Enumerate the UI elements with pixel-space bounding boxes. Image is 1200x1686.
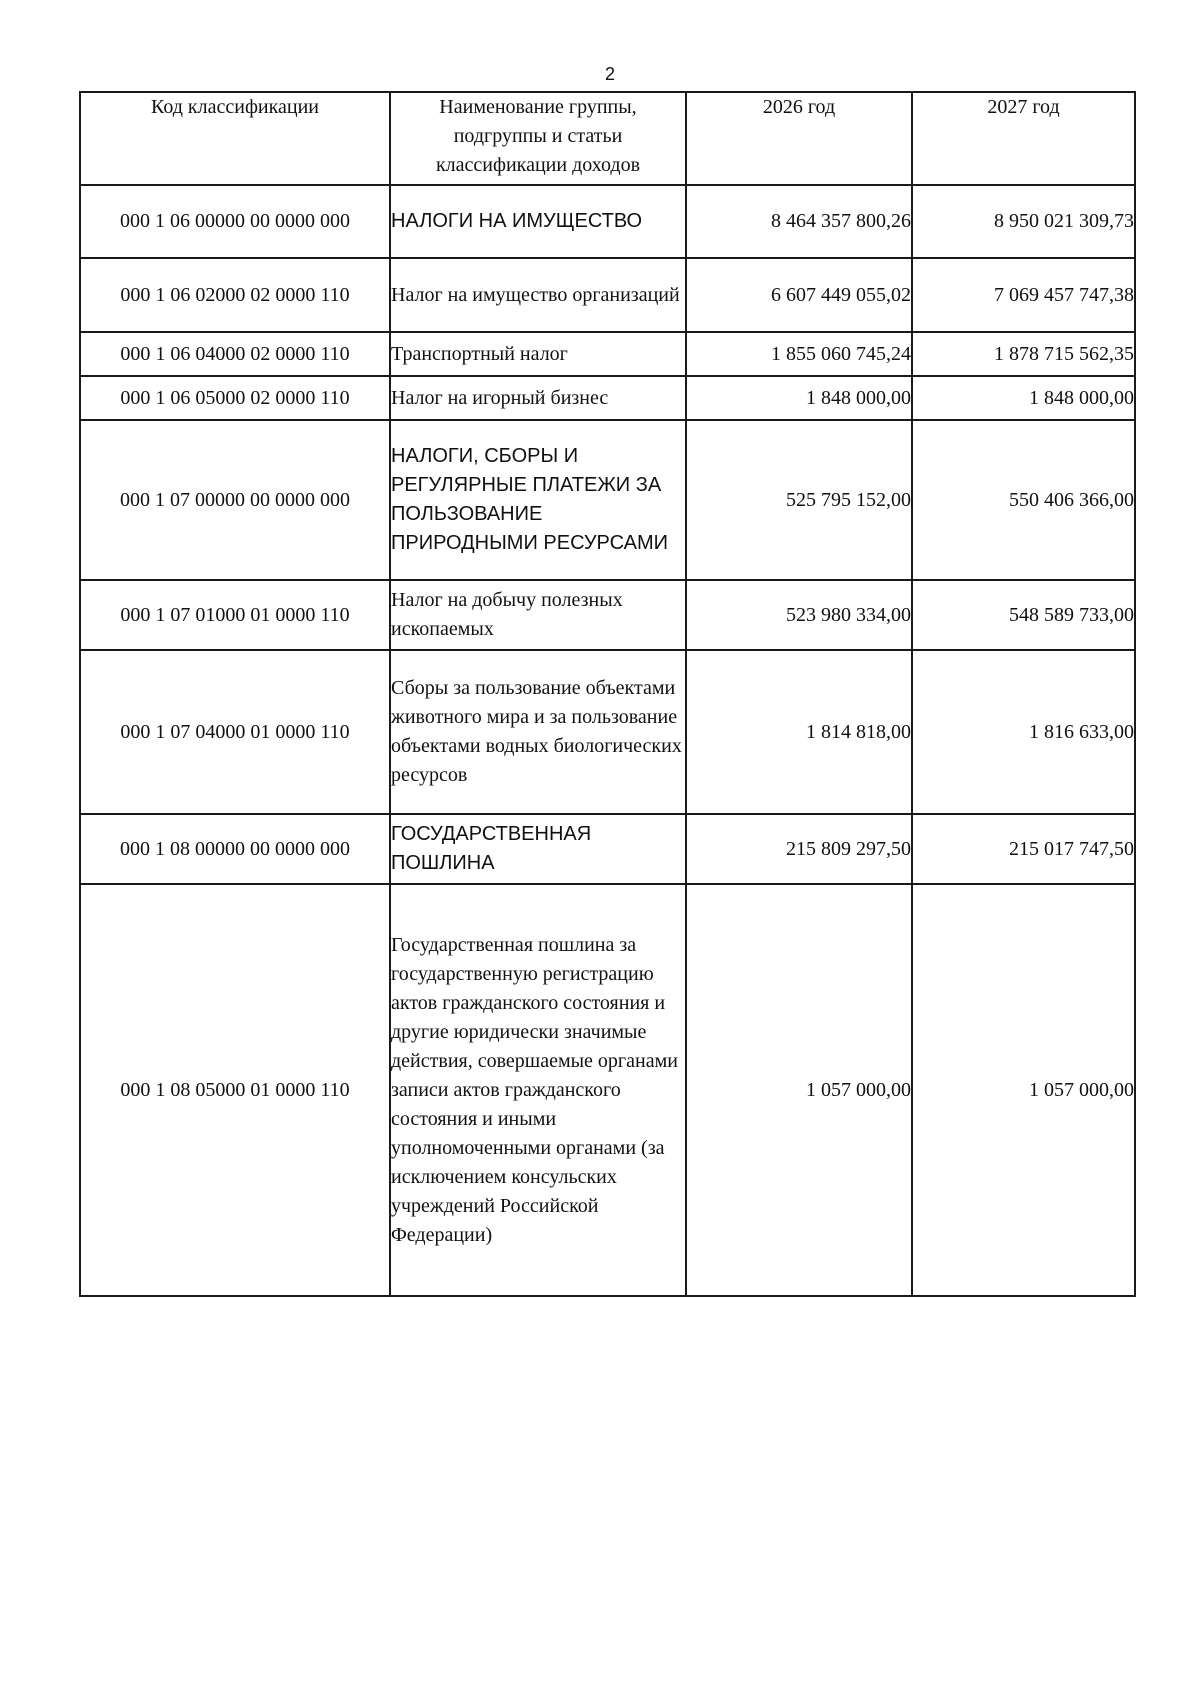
- row-value-2026: 1 057 000,00: [686, 884, 912, 1296]
- row-value-2026: 1 814 818,00: [686, 650, 912, 814]
- table-row: [80, 376, 1135, 420]
- header-code: Код классификации: [80, 92, 390, 185]
- table-row: [80, 420, 1135, 580]
- table-row: [80, 332, 1135, 376]
- header-year-2027: 2027 год: [912, 92, 1135, 185]
- row-name: Налог на добычу полезных ископаемых: [390, 580, 686, 650]
- row-name: НАЛОГИ НА ИМУЩЕСТВО: [390, 185, 686, 258]
- row-value-2026: 1 848 000,00: [686, 376, 912, 420]
- row-code: 000 1 06 02000 02 0000 110: [80, 258, 390, 332]
- row-value-2026: 6 607 449 055,02: [686, 258, 912, 332]
- row-code: 000 1 08 00000 00 0000 000: [80, 814, 390, 884]
- table-row: [80, 814, 1135, 884]
- row-value-2027: 1 816 633,00: [912, 650, 1135, 814]
- row-value-2026: 1 855 060 745,24: [686, 332, 912, 376]
- row-value-2027: 7 069 457 747,38: [912, 258, 1135, 332]
- row-value-2026: 525 795 152,00: [686, 420, 912, 580]
- table-row: [80, 185, 1135, 258]
- row-value-2027: 1 057 000,00: [912, 884, 1135, 1296]
- row-value-2027: 550 406 366,00: [912, 420, 1135, 580]
- row-name: Сборы за пользование объектами животного мира и за пользование объектами водных биологических ресурсов: [390, 650, 686, 814]
- row-name: Государственная пошлина за государственную регистрацию актов гражданского состояния и другие юридически значимые действия, совершаемые органами записи актов гражданского состояния и иными уполномоченными органами (за исключением консульских учреждений Российской Федерации): [390, 884, 686, 1296]
- row-name: Налог на игорный бизнес: [390, 376, 686, 420]
- row-code: 000 1 08 05000 01 0000 110: [80, 884, 390, 1296]
- row-value-2027: 1 878 715 562,35: [912, 332, 1135, 376]
- row-name: Налог на имущество организаций: [390, 258, 686, 332]
- row-value-2027: 548 589 733,00: [912, 580, 1135, 650]
- row-name: ГОСУДАРСТВЕННАЯ ПОШЛИНА: [390, 814, 686, 884]
- row-code: 000 1 07 04000 01 0000 110: [80, 650, 390, 814]
- row-value-2027: 8 950 021 309,73: [912, 185, 1135, 258]
- header-year-2026: 2026 год: [686, 92, 912, 185]
- revenue-table: [79, 91, 1136, 1297]
- row-code: 000 1 06 00000 00 0000 000: [80, 185, 390, 258]
- row-code: 000 1 06 04000 02 0000 110: [80, 332, 390, 376]
- table-row: [80, 650, 1135, 814]
- row-value-2026: 215 809 297,50: [686, 814, 912, 884]
- row-code: 000 1 07 01000 01 0000 110: [80, 580, 390, 650]
- row-code: 000 1 06 05000 02 0000 110: [80, 376, 390, 420]
- header-name: Наименование группы, подгруппы и статьи классификации доходов: [390, 92, 686, 185]
- table-row: [80, 884, 1135, 1296]
- row-name: НАЛОГИ, СБОРЫ И РЕГУЛЯРНЫЕ ПЛАТЕЖИ ЗА ПОЛЬЗОВАНИЕ ПРИРОДНЫМИ РЕСУРСАМИ: [390, 420, 686, 580]
- page-number: 2: [604, 64, 615, 84]
- row-name: Транспортный налог: [390, 332, 686, 376]
- row-value-2027: 1 848 000,00: [912, 376, 1135, 420]
- table-row: [80, 580, 1135, 650]
- row-value-2026: 8 464 357 800,26: [686, 185, 912, 258]
- row-value-2027: 215 017 747,50: [912, 814, 1135, 884]
- row-code: 000 1 07 00000 00 0000 000: [80, 420, 390, 580]
- table-header-row: [80, 92, 1135, 185]
- table-row: [80, 258, 1135, 332]
- row-value-2026: 523 980 334,00: [686, 580, 912, 650]
